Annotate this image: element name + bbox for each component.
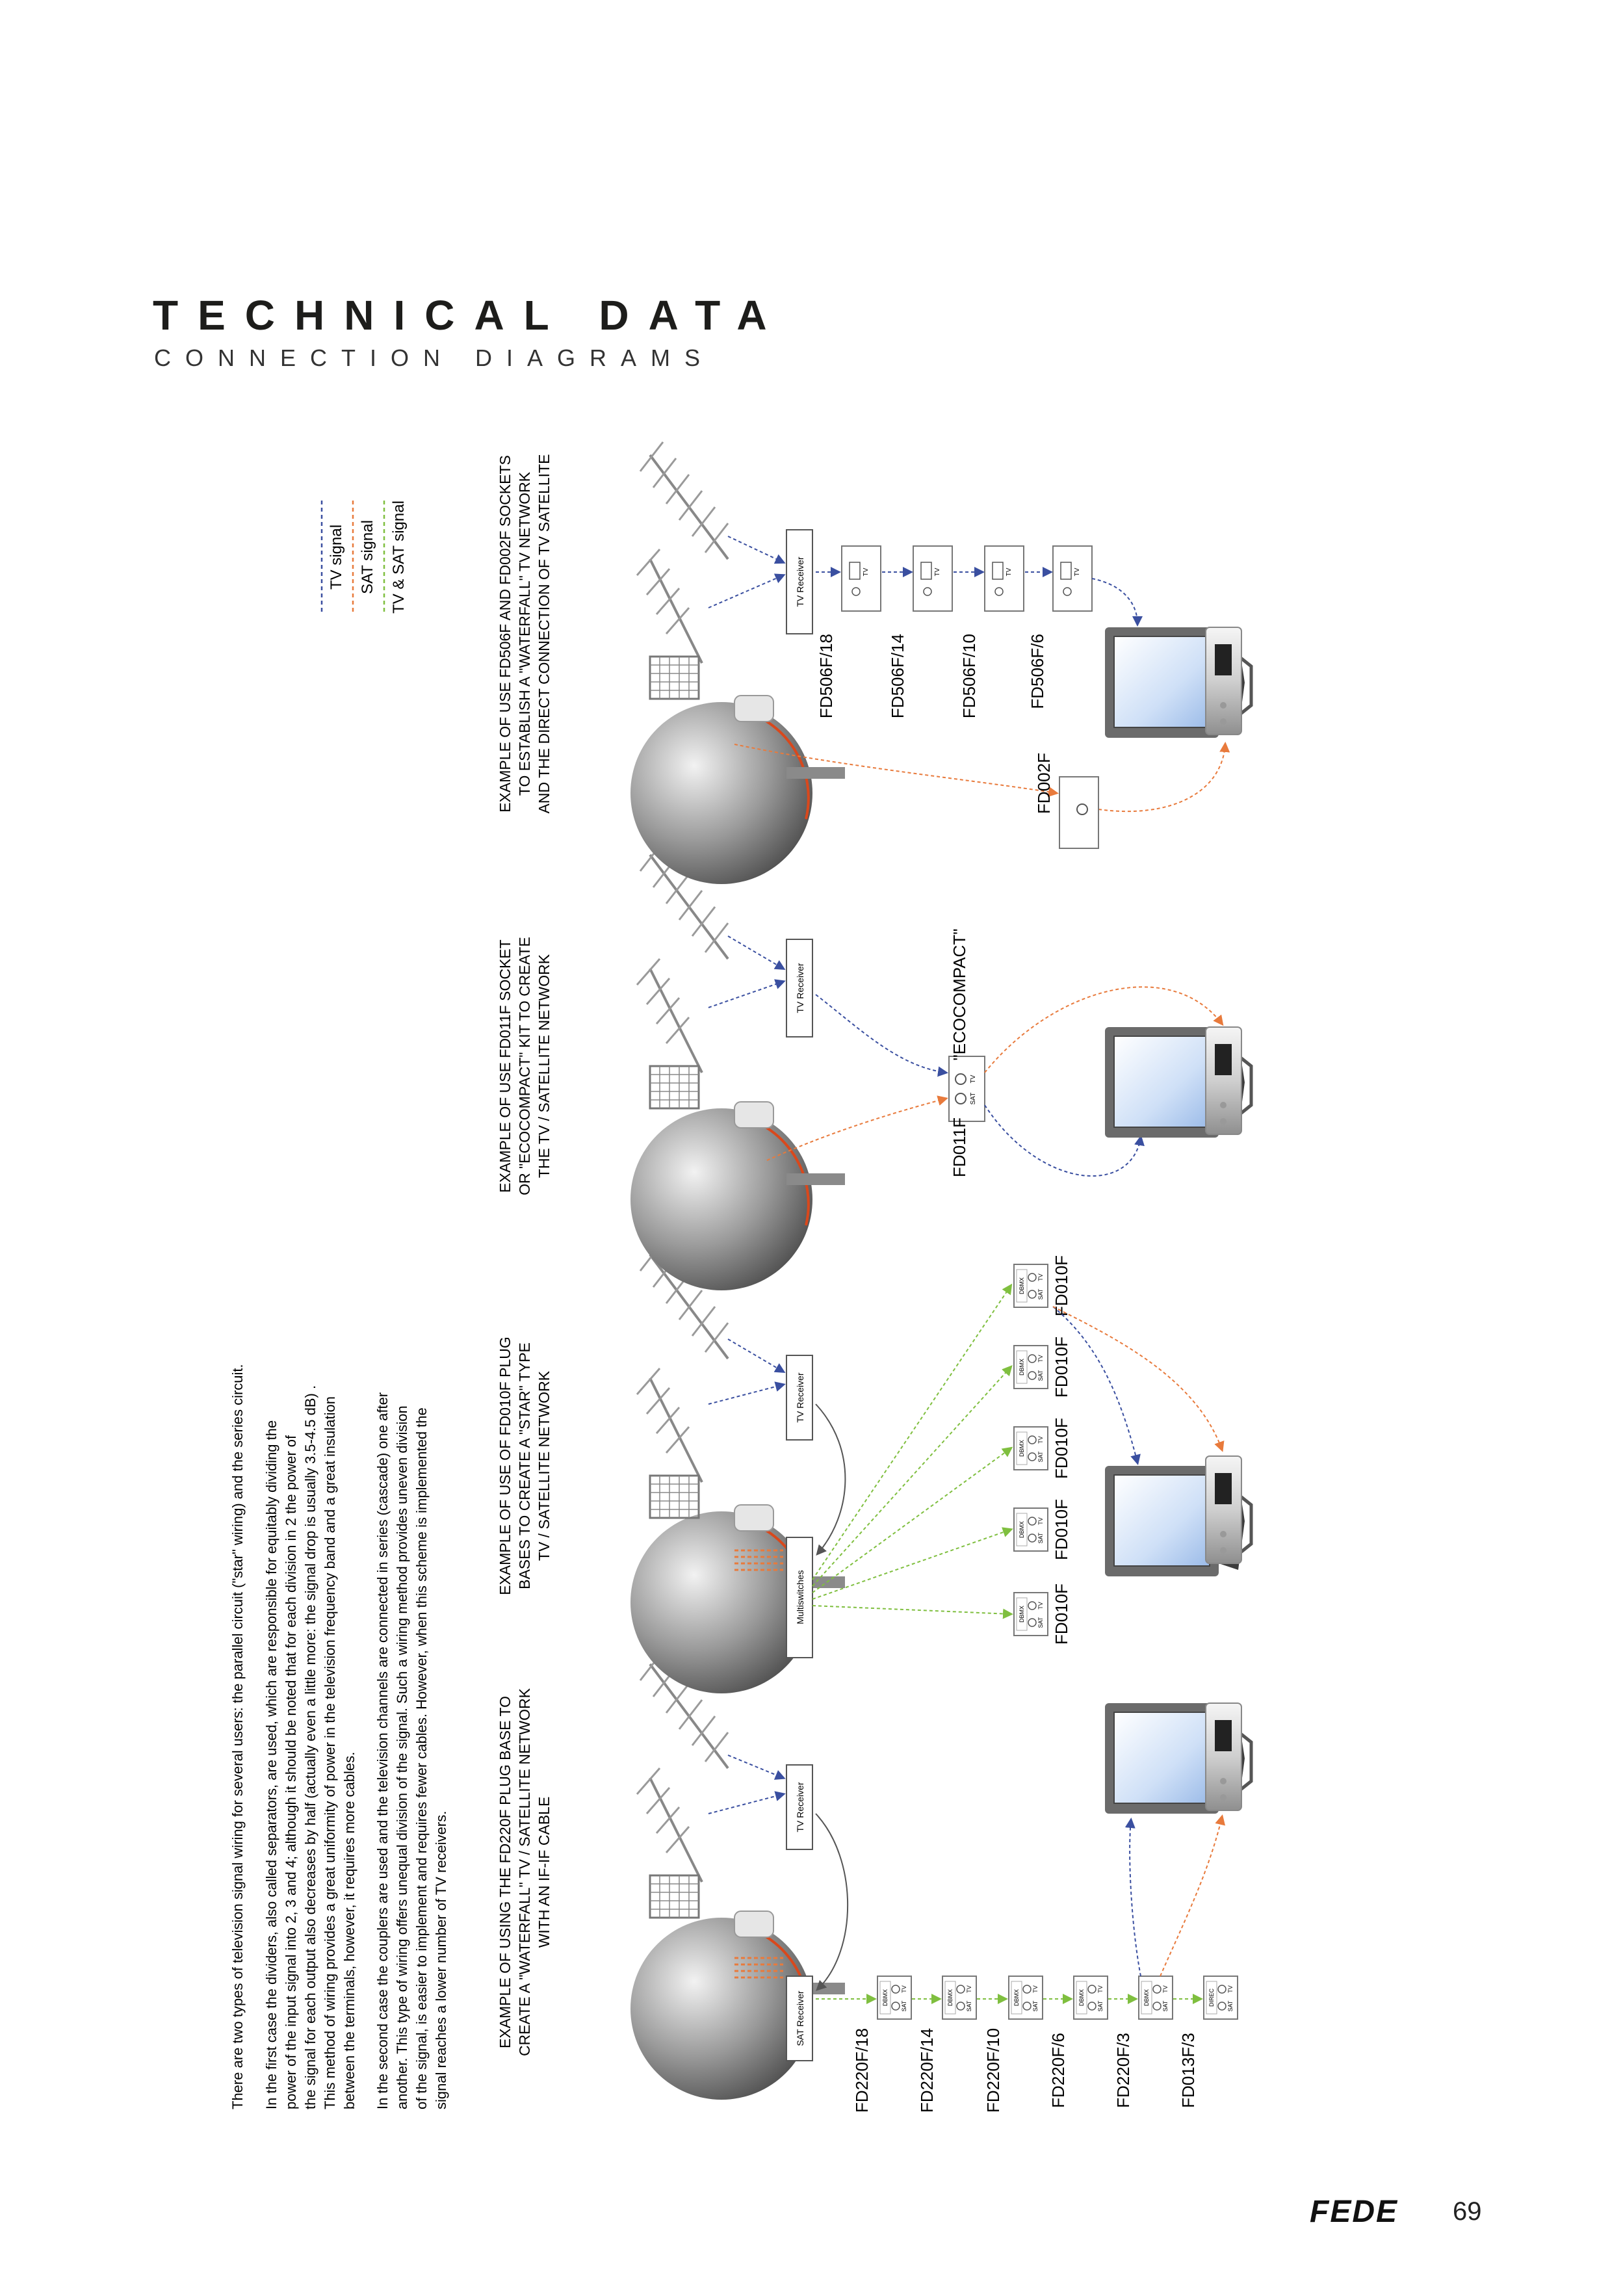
legend-mix-label: TV & SAT signal — [390, 501, 408, 614]
sat-port-label: SAT — [1162, 2000, 1169, 2012]
brand-logo: FEDE — [1310, 2195, 1399, 2229]
tv-port-label: TV — [1037, 1517, 1044, 1525]
multiswitch-box — [786, 1537, 812, 1658]
sat-port-label: SAT — [1037, 1451, 1044, 1463]
page-number: 69 — [1453, 2197, 1482, 2226]
caption-line: TO ESTABLISH A "WATERFALL" TV NETWORK — [516, 471, 533, 796]
model-label: FD220F/6 — [1048, 2033, 1068, 2108]
sat-port-label: SAT — [1037, 1288, 1044, 1300]
model-label: FD506F/18 — [816, 634, 836, 719]
model-label: FD010F — [1052, 1255, 1071, 1316]
intro-line: between the terminals, however, it requires more cables. — [341, 1751, 357, 2109]
tv-port-label: TV — [1074, 567, 1081, 577]
plug-type-label: DBMX — [1078, 1989, 1085, 2007]
sat-receiver-label: SAT Receiver — [795, 1990, 805, 2046]
page-title: TECHNICAL DATA — [153, 292, 786, 339]
plug-base — [1014, 1508, 1048, 1551]
model-label: FD220F/10 — [983, 2028, 1003, 2113]
set-top-box-icon — [1206, 1703, 1241, 1810]
sat-port-label: SAT — [970, 1092, 977, 1105]
plug-base — [1204, 1976, 1238, 2019]
model-label: FD506F/10 — [959, 634, 979, 719]
sat-port-label: SAT — [1037, 1370, 1044, 1381]
star-sockets — [812, 1255, 1071, 1645]
tv-receiver-box — [786, 530, 812, 634]
sat-port-label: SAT — [966, 2000, 972, 2012]
tv-port-label: TV — [1097, 1985, 1104, 1993]
plug-type-label: DBMX — [1019, 1358, 1025, 1376]
plug-base — [942, 1976, 976, 2019]
set-top-box-icon — [1206, 1027, 1241, 1134]
caption-line: EXAMPLE OF USE OF FD010F PLUG — [497, 1337, 513, 1595]
diagram-waterfall-fd220f — [497, 1651, 1251, 2113]
model-label: FD010F — [1052, 1584, 1071, 1645]
plug-base — [1139, 1976, 1173, 2019]
tv-receiver-box — [786, 939, 812, 1037]
diagram-fd506f-fd002f — [497, 442, 1251, 884]
fd002f-label: FD002F — [1034, 753, 1054, 814]
yagi-antenna-icon — [640, 442, 728, 559]
tv-port-label: TV — [901, 1985, 907, 1993]
legend-sat-label: SAT signal — [359, 520, 376, 594]
intro-text — [229, 1364, 449, 2109]
sat-port-label: SAT — [1032, 2000, 1039, 2012]
tv-port-label: TV — [970, 1075, 977, 1084]
model-label: FD010F — [1052, 1337, 1071, 1398]
diagram-caption — [497, 454, 552, 814]
plug-type-label: DBMX — [1019, 1605, 1025, 1623]
tv-socket — [842, 546, 881, 611]
intro-line: In the second case the couplers are used and the television channels are connected in series (cascade) one after — [374, 1392, 391, 2109]
intro-line: There are two types of television signal wiring for several users: the parallel circuit ("star" wiring) and the series circuit. — [229, 1364, 246, 2109]
model-label: FD506F/14 — [888, 634, 907, 719]
tv-receiver-box — [786, 1765, 812, 1849]
plug-base — [1014, 1427, 1048, 1470]
legend — [322, 501, 408, 614]
tv-port-label: TV — [1227, 1985, 1234, 1993]
set-top-box-icon — [1206, 1456, 1241, 1563]
tv-port-label: TV — [863, 567, 870, 577]
socket-chain — [816, 546, 1092, 718]
legend-tv-signal — [322, 501, 345, 614]
ecocompact-label: "ECOCOMPACT" — [950, 928, 969, 1061]
diagram-star-fd010f — [497, 1242, 1251, 1693]
diagram-caption — [497, 1337, 552, 1595]
multiswitch-label: Multiswitches — [795, 1570, 805, 1624]
sat-port-label: SAT — [1097, 2000, 1104, 2012]
model-label: FD220F/14 — [917, 2028, 937, 2113]
caption-line: AND THE DIRECT CONNECTION OF TV SATELLITE — [536, 454, 552, 814]
intro-line: another. This type of wiring offers unequal division of the signal. Such a wiring method provides uneven division — [394, 1405, 410, 2109]
plug-type-label: DBMX — [1019, 1439, 1025, 1457]
plug-base — [1014, 1264, 1048, 1307]
sat-port-label: SAT — [901, 2000, 907, 2012]
caption-line: THE TV / SATELLITE NETWORK — [536, 954, 552, 1179]
caption-line: EXAMPLE OF USE FD506F AND FD002F SOCKETS — [497, 455, 513, 813]
caption-line: EXAMPLE OF USE FD011F SOCKET — [497, 939, 513, 1193]
tv-port-label: TV — [934, 567, 941, 577]
plug-base — [877, 1976, 911, 2019]
plug-base — [1009, 1976, 1043, 2019]
plug-type-label: DBMX — [1019, 1277, 1025, 1295]
model-label: FD010F — [1052, 1499, 1071, 1560]
grid-antenna-icon — [637, 1768, 702, 1918]
fd011f-socket — [949, 1056, 985, 1121]
caption-line: CREATE A "WATERFALL" TV / SATELLITE NETWORK — [516, 1688, 533, 2056]
legend-tv-label: TV signal — [328, 524, 345, 590]
grid-antenna-icon — [637, 1368, 702, 1518]
model-label: FD013F/3 — [1178, 2033, 1198, 2108]
model-label: FD220F/18 — [852, 2028, 872, 2113]
page-subtitle: CONNECTION DIAGRAMS — [154, 345, 715, 371]
intro-line: signal reaches a lower number of TV receivers. — [433, 1810, 449, 2109]
plug-type-label: DBMX — [947, 1989, 954, 2007]
tv-port-label: TV — [1037, 1602, 1044, 1610]
model-label: FD220F/3 — [1113, 2033, 1133, 2108]
tv-receiver-label: TV Receiver — [795, 556, 805, 607]
diagram-caption — [497, 1688, 552, 2056]
tv-socket — [1053, 546, 1092, 611]
diagram-caption — [497, 937, 552, 1195]
grid-antenna-icon — [637, 959, 702, 1108]
tv-receiver-label: TV Receiver — [795, 1372, 805, 1423]
caption-line: WITH AN IF-IF CABLE — [536, 1796, 552, 1948]
intro-line: of the signal, is easier to implement and requires fewer cables. However, when this scheme is implemented the — [413, 1407, 430, 2109]
caption-line: OR "ECOCOMPACT" KIT TO CREATE — [516, 937, 533, 1195]
tv-port-label: TV — [1162, 1985, 1169, 1993]
plug-base — [1074, 1976, 1108, 2019]
grid-antenna-icon — [637, 549, 702, 699]
caption-line: EXAMPLE OF USING THE FD220F PLUG BASE TO — [497, 1696, 513, 2048]
tv-socket — [913, 546, 952, 611]
tv-receiver-label: TV Receiver — [795, 963, 805, 1013]
model-label: FD010F — [1052, 1418, 1071, 1479]
plug-type-label: DBMX — [1013, 1989, 1020, 2007]
sat-receiver-box — [786, 1976, 812, 2061]
caption-line: TV / SATELLITE NETWORK — [536, 1370, 552, 1561]
fd002f-socket — [1059, 777, 1098, 848]
tv-port-label: TV — [1037, 1436, 1044, 1444]
legend-sat-signal — [353, 501, 376, 614]
intro-line: This method of wiring provides a great uniformity of power in the television frequency band and a great insulation — [322, 1396, 338, 2109]
fd011f-label: FD011F — [950, 1117, 969, 1177]
intro-line: the signal for each output also decreases by half (actually even a little more: the signal drop is usually 3.5-4.5 dB) . — [302, 1385, 318, 2109]
plug-base — [1014, 1593, 1048, 1636]
sat-port-label: SAT — [1227, 2000, 1234, 2012]
tv-socket — [985, 546, 1024, 611]
socket-chain — [816, 1817, 1238, 2113]
tv-port-label: TV — [1032, 1985, 1039, 1993]
plug-type-label: DBMX — [882, 1989, 889, 2007]
caption-line: BASES TO CREATE A "STAR" TYPE — [516, 1342, 533, 1589]
tv-port-label: TV — [1037, 1273, 1044, 1281]
tv-port-label: TV — [1037, 1355, 1044, 1363]
satellite-dish-icon — [630, 1102, 845, 1290]
legend-mix-signal — [384, 501, 408, 614]
plug-base — [1014, 1346, 1048, 1389]
intro-line: power of the input signal into 2, 3 and 4; although it should be noted that for each division in 2 the power of — [283, 1435, 299, 2109]
plug-type-label: DBMX — [1019, 1520, 1025, 1539]
tv-receiver-box — [786, 1355, 812, 1440]
satellite-dish-icon — [630, 696, 845, 884]
plug-type-label: DBMX — [1143, 1989, 1150, 2007]
sat-port-label: SAT — [1037, 1532, 1044, 1544]
set-top-box-icon — [1206, 627, 1241, 735]
plug-type-label: DIREC — [1208, 1988, 1215, 2007]
diagram-fd011f-ecocompact — [497, 842, 1251, 1290]
tv-port-label: TV — [966, 1985, 972, 1993]
tv-receiver-label: TV Receiver — [795, 1782, 805, 1833]
intro-line: In the first case the dividers, also called separators, are used, which are responsible for equitably dividing the — [263, 1420, 279, 2109]
model-label: FD506F/6 — [1028, 634, 1047, 709]
sat-port-label: SAT — [1037, 1617, 1044, 1628]
tv-port-label: TV — [1006, 567, 1013, 577]
